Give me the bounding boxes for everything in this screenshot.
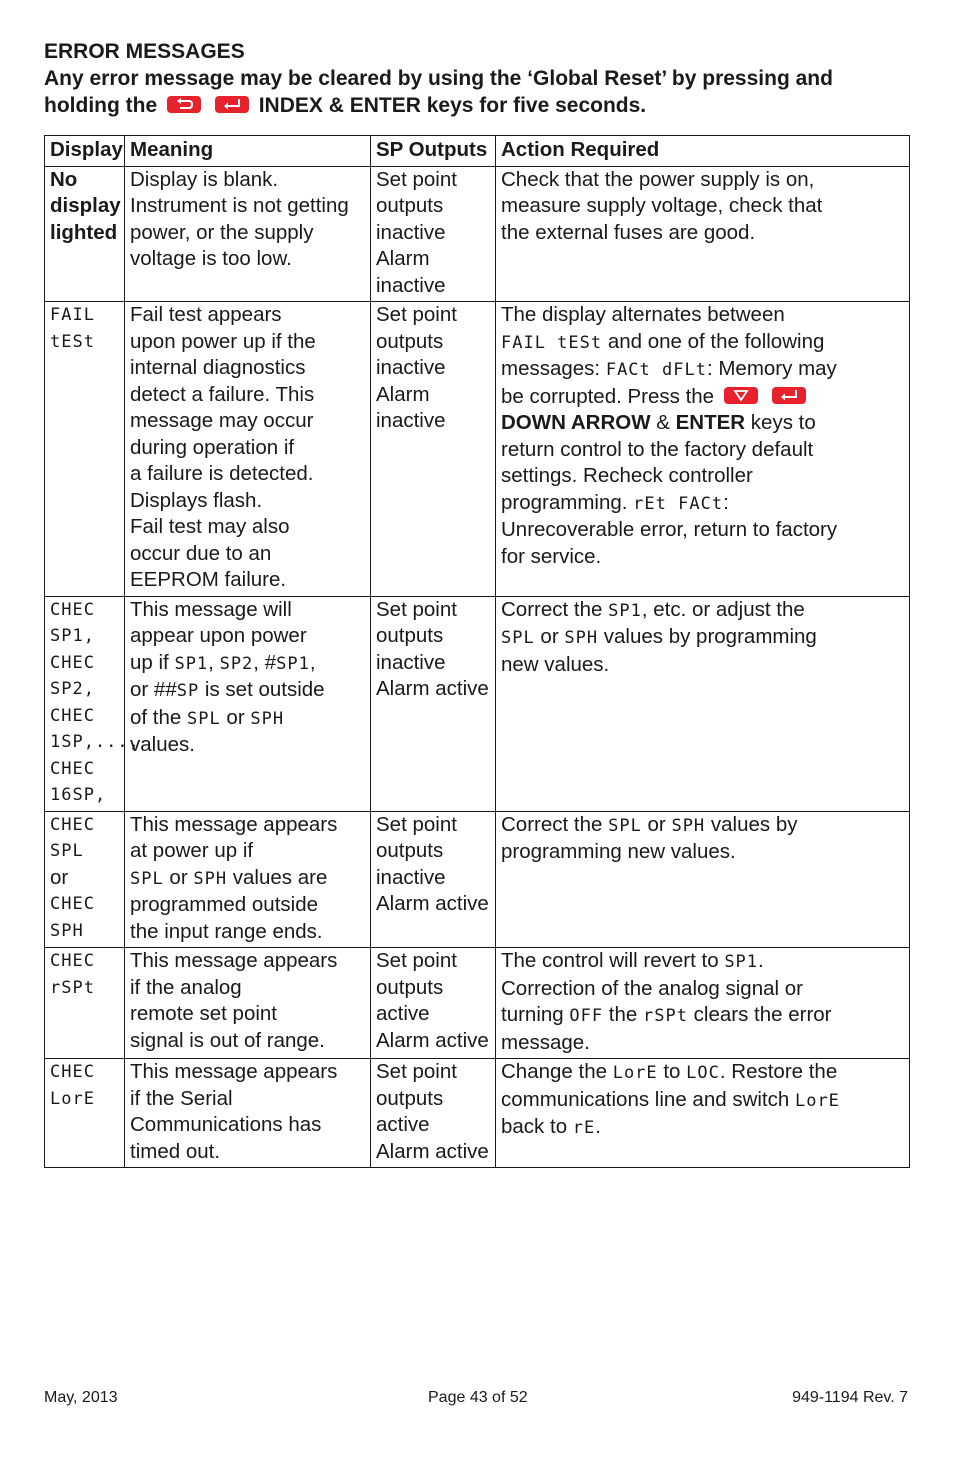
display-cell: FAIL tESt (45, 302, 125, 597)
action-cell: Correct the SP1, etc. or adjust the SPL or SPH values by programming new values. (496, 596, 910, 811)
table-row (45, 302, 910, 597)
header-meaning: Meaning (125, 136, 371, 167)
meaning-cell: This message appears if the analog remote set point signal is out of range. (125, 948, 371, 1059)
display-cell: CHEC SP1, CHEC SP2, CHEC 1SP,..., CHEC 16SP, (45, 596, 125, 811)
table-header-row (45, 136, 910, 167)
enter-key-icon (772, 387, 806, 404)
header-action-required: Action Required (496, 136, 910, 167)
heading-line-1: Any error message may be cleared by using the ‘Global Reset’ by pressing and (44, 67, 833, 90)
display-cell: CHEC rSPt (45, 948, 125, 1059)
header-sp-outputs: SP Outputs (371, 136, 496, 167)
enter-key-icon (215, 96, 249, 113)
table-row (45, 166, 910, 302)
action-cell: Check that the power supply is on, measure supply voltage, check that the external fuses are good. (496, 166, 910, 302)
meaning-cell: This message appears at power up if SPL or SPH values are programmed outside the input range ends. (125, 811, 371, 948)
meaning-cell: This message will appear upon power up if SP1, SP2, #SP1, or ##SP is set outside of the SPL or SPH values. (125, 596, 371, 811)
sp-outputs-cell: Set point outputs active Alarm active (371, 948, 496, 1059)
sp-outputs-cell: Set point outputs inactive Alarm active (371, 811, 496, 948)
sp-outputs-cell: Set point outputs inactive Alarm inactive (371, 302, 496, 597)
down-arrow-key-icon (724, 387, 758, 404)
heading-title: ERROR MESSAGES (44, 40, 245, 63)
action-cell: Change the LorE to LOC. Restore the communications line and switch LorE back to rE. (496, 1059, 910, 1168)
index-key-icon (167, 96, 201, 113)
action-cell: Correct the SPL or SPH values by programming new values. (496, 811, 910, 948)
error-messages-heading (44, 38, 914, 119)
table-row (45, 948, 910, 1059)
display-cell: CHEC LorE (45, 1059, 125, 1168)
sp-outputs-cell: Set point outputs inactive Alarm inactive (371, 166, 496, 302)
footer-date: May, 2013 (44, 1389, 118, 1406)
table-row (45, 1059, 910, 1168)
table-row (45, 596, 910, 811)
display-cell: CHEC SPL or CHEC SPH (45, 811, 125, 948)
sp-outputs-cell: Set point outputs inactive Alarm active (371, 596, 496, 811)
footer-document-number: 949-1194 Rev. 7 (792, 1389, 908, 1406)
action-cell: The display alternates between FAIL tESt and one of the following messages: FACt dFLt: Memory may be corrupted. Press the DOWN ARROW & ENTER keys to return control to the factory default settings. Recheck controller programming. rEt FACt: Unrecoverable error, return to factory for service. (496, 302, 910, 597)
footer-page-number: Page 43 of 52 (428, 1389, 528, 1406)
header-display: Display (45, 136, 125, 167)
meaning-cell: Display is blank. Instrument is not getting power, or the supply voltage is too low. (125, 166, 371, 302)
sp-outputs-cell: Set point outputs active Alarm active (371, 1059, 496, 1168)
display-cell: No display lighted (45, 166, 125, 302)
error-messages-table (44, 135, 910, 1168)
heading-line-2: holding the INDEX & ENTER keys for five seconds. (44, 94, 647, 117)
action-cell: The control will revert to SP1. Correction of the analog signal or turning OFF the rSPt clears the error message. (496, 948, 910, 1059)
table-row (45, 811, 910, 948)
meaning-cell: This message appears if the Serial Communications has timed out. (125, 1059, 371, 1168)
meaning-cell: Fail test appears upon power up if the internal diagnostics detect a failure. This message may occur during operation if a failure is detected. Displays flash. Fail test may also occur due to an EEPROM failure. (125, 302, 371, 597)
